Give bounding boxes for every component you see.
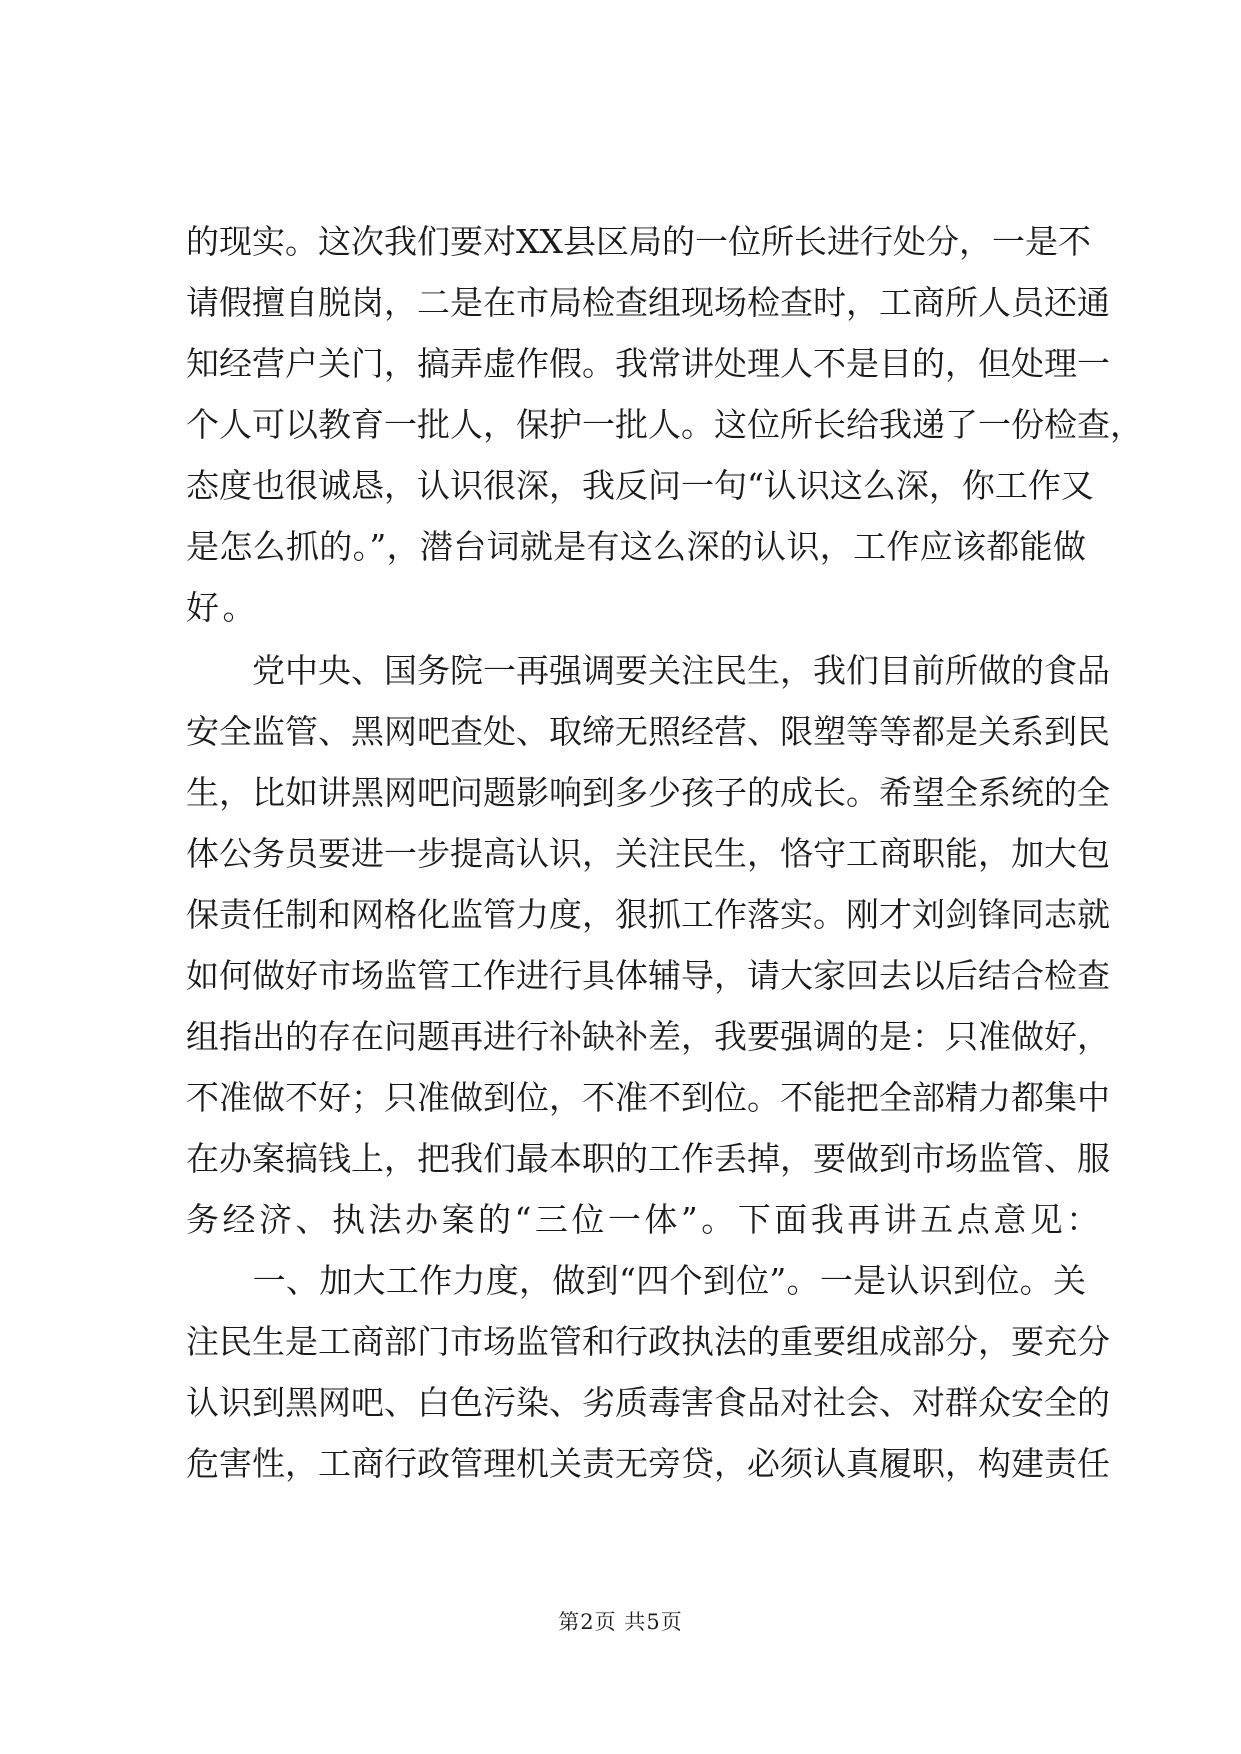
- body-text-line: 生，比如讲黑网吧问题影响到多少孩子的成长。希望全系统的全: [186, 773, 1110, 812]
- body-text-line: 请假擅自脱岗，二是在市局检查组现场检查时，工商所人员还通: [186, 283, 1110, 322]
- body-text-line: 个人可以教育一批人，保护一批人。这位所长给我递了一份检查，: [186, 405, 1143, 444]
- body-text-line: 保责任制和网格化监管力度，狠抓工作落实。刚才刘剑锋同志就: [186, 895, 1110, 934]
- body-text-line: 认识到黑网吧、白色污染、劣质毒害食品对社会、对群众安全的: [186, 1383, 1110, 1422]
- body-text-line: 一、加大工作力度，做到“四个到位”。一是认识到位。关: [186, 1261, 1086, 1300]
- body-text-line: 如何做好市场监管工作进行具体辅导，请大家回去以后结合检查: [186, 956, 1110, 995]
- body-text-line: 党中央、国务院一再强调要关注民生，我们目前所做的食品: [186, 651, 1110, 690]
- page-footer: 第2页 共5页: [558, 1610, 683, 1634]
- body-text-line: 体公务员要进一步提高认识，关注民生，恪守工商职能，加大包: [186, 834, 1110, 873]
- body-text-line: 安全监管、黑网吧查处、取缔无照经营、限塑等等都是关系到民: [186, 712, 1110, 751]
- body-text-line: 知经营户关门，搞弄虚作假。我常讲处理人不是目的，但处理一: [186, 344, 1110, 383]
- body-text-line: 注民生是工商部门市场监管和行政执法的重要组成部分，要充分: [186, 1322, 1110, 1361]
- body-text-line: 是怎么抓的。”，潜台词就是有这么深的认识，工作应该都能做: [186, 527, 1086, 566]
- body-text-line: 务经济、执法办案的“三位一体”。下面我再讲五点意见：: [186, 1200, 1103, 1239]
- body-text-line: 态度也很诚恳，认识很深，我反问一句“认识这么深，你工作又: [186, 466, 1094, 505]
- body-text-line: 不准做不好；只准做到位，不准不到位。不能把全部精力都集中: [186, 1078, 1110, 1117]
- body-text-line: 危害性，工商行政管理机关责无旁贷，必须认真履职，构建责任: [186, 1444, 1110, 1483]
- body-text-line: 好。: [186, 588, 259, 627]
- body-text-line: 在办案搞钱上，把我们最本职的工作丢掉，要做到市场监管、服: [186, 1139, 1110, 1178]
- body-text-line: 组指出的存在问题再进行补缺补差，我要强调的是：只准做好，: [186, 1017, 1110, 1056]
- body-text-line: 的现实。这次我们要对XX县区局的一位所长进行处分，一是不: [186, 222, 1091, 261]
